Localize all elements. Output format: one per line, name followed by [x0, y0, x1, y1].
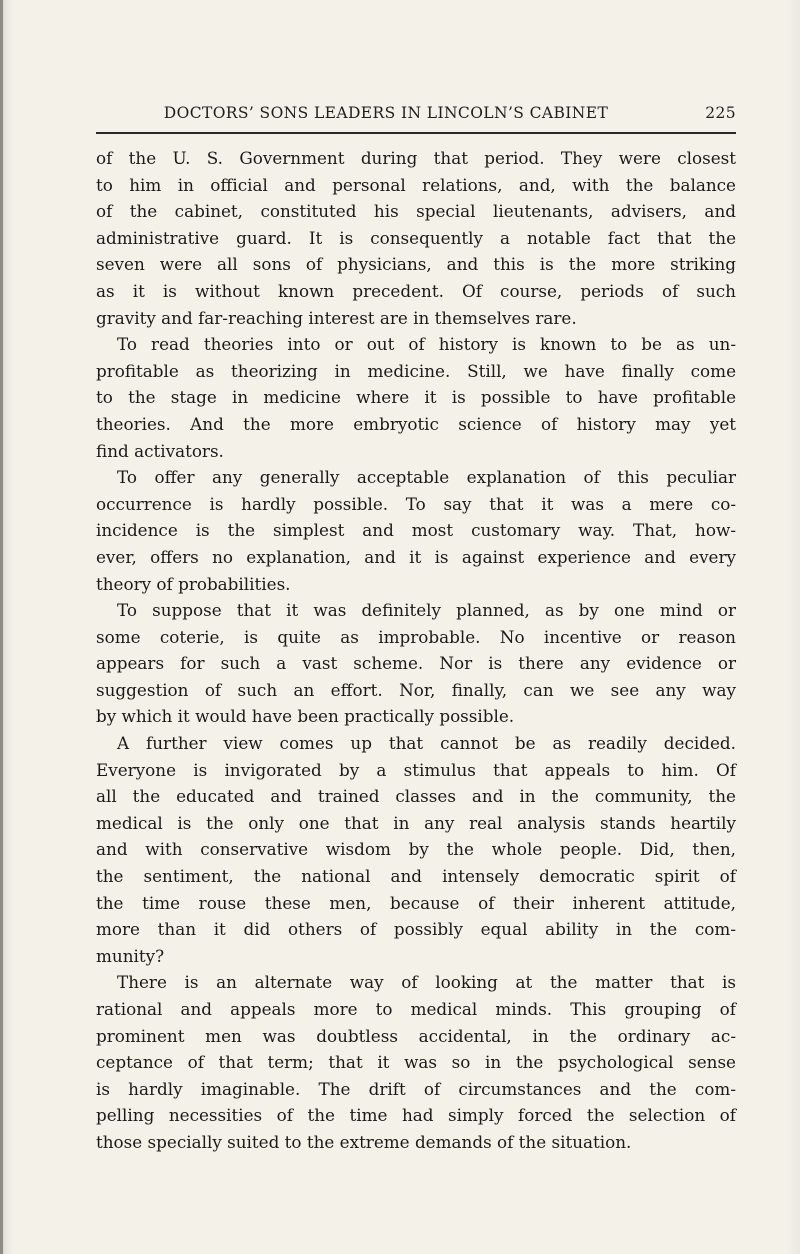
text-line: administrative guard. It is consequently a notable fact that the [96, 227, 736, 248]
text-line: There is an alternate way of looking at the matter that is [117, 972, 736, 993]
header-rule [96, 132, 736, 134]
text-line: profitable as theorizing in medicine. Still, we have finally come [96, 360, 736, 381]
running-head [96, 104, 736, 134]
paragraph-5 [96, 730, 736, 969]
text-line: pelling necessities of the time had simply forced the selection of [96, 1105, 736, 1126]
text-line: as it is without known precedent. Of course, periods of such [96, 280, 736, 301]
text-line: rational and appeals more to medical minds. This grouping of [96, 999, 736, 1019]
text-line: ceptance of that term; that it was so in the psychological sense [96, 1052, 736, 1073]
text-line: To suppose that it was definitely planned, as by one mind or [117, 600, 736, 621]
running-title: DOCTORS’ SONS LEADERS IN LINCOLN’S CABINET [163, 104, 609, 122]
text-line: A further view comes up that cannot be as readily decided. [117, 733, 736, 754]
text-line: the sentiment, the national and intensely democratic spirit of [96, 866, 736, 887]
text-line: some coterie, is quite as improbable. No incentive or reason [96, 626, 736, 647]
text-line: to the stage in medicine where it is possible to have profitable [96, 387, 736, 408]
text-line: ever, offers no explanation, and it is against experience and every [96, 546, 736, 567]
page-gutter-edge [0, 0, 3, 1254]
text-line: occurrence is hardly possible. To say that it was a mere co- [96, 493, 736, 514]
text-line: those specially suited to the extreme demands of the situation. [96, 1131, 632, 1152]
text-line: appears for such a vast scheme. Nor is there any evidence or [96, 653, 736, 674]
text-line: To read theories into or out of history is known to be as un- [117, 334, 736, 355]
text-line: to him in official and personal relations, and, with the balance [96, 174, 736, 195]
text-line: munity? [96, 945, 165, 966]
text-line: Everyone is invigorated by a stimulus that appeals to him. Of [96, 759, 736, 780]
text-line: by which it would have been practically possible. [96, 706, 515, 727]
text-line: more than it did others of possibly equal ability in the com- [96, 919, 736, 940]
paragraph-3 [96, 464, 736, 597]
paragraph-2 [96, 331, 736, 464]
text-line: of the U. S. Government during that period. They were closest [96, 148, 736, 168]
text-line: theories. And the more embryotic science of history may yet [96, 413, 736, 434]
text-line: medical is the only one that in any real analysis stands heartily [96, 812, 736, 833]
text-line: suggestion of such an effort. Nor, finally, can we see any way [96, 679, 736, 700]
body-text [96, 145, 736, 1156]
text-line: all the educated and trained classes and in the community, the [96, 786, 736, 807]
text-line: theory of probabilities. [96, 573, 291, 594]
text-line: is hardly imaginable. The drift of circumstances and the com- [96, 1078, 736, 1099]
paragraph-6 [96, 969, 736, 1155]
text-line: and with conservative wisdom by the whole people. Did, then, [96, 839, 736, 860]
text-line: gravity and far-reaching interest are in themselves rare. [96, 307, 577, 328]
text-line: incidence is the simplest and most customary way. That, how- [96, 520, 736, 541]
text-line: prominent men was doubtless accidental, in the ordinary ac- [96, 1025, 736, 1046]
text-line: find activators. [96, 440, 224, 461]
paragraph-4 [96, 597, 736, 730]
page-number: 225 [705, 104, 736, 122]
text-line: To offer any generally acceptable explanation of this peculiar [117, 467, 736, 488]
paragraph-1 [96, 145, 736, 331]
text-line: seven were all sons of physicians, and this is the more striking [96, 254, 736, 275]
text-line: the time rouse these men, because of their inherent attitude, [96, 892, 736, 913]
text-line: of the cabinet, constituted his special lieutenants, advisers, and [96, 201, 736, 222]
